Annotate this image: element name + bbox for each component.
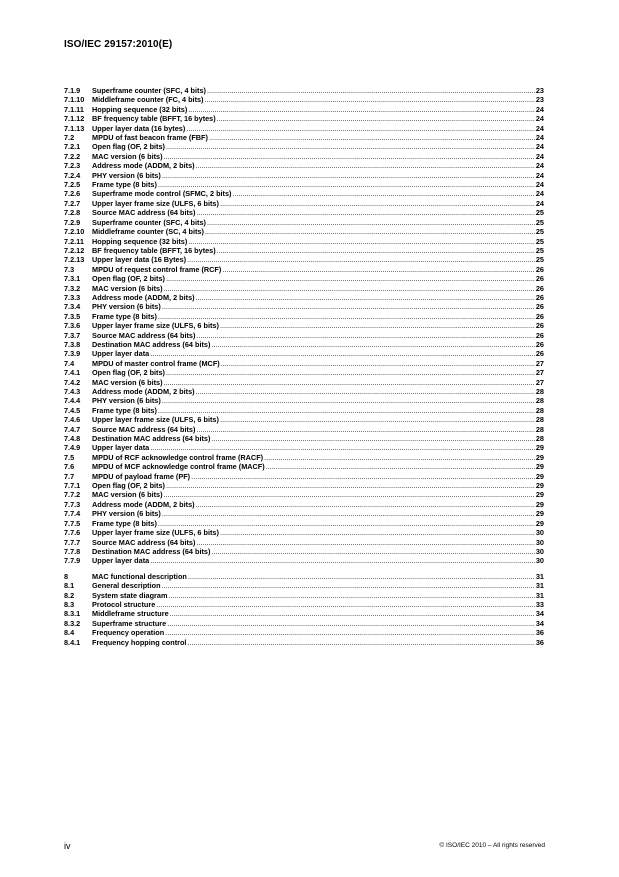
- toc-entry-title: Upper layer frame size (ULFS, 6 bits): [92, 198, 219, 208]
- toc-entry-page: 25: [535, 245, 544, 255]
- toc-dot-leader: [164, 284, 535, 293]
- toc-dot-leader: [220, 199, 535, 208]
- toc-dot-leader: [232, 189, 534, 198]
- toc-entry-page: 24: [535, 161, 544, 171]
- toc-entry-number: 7.2.9: [64, 217, 81, 227]
- toc-entry[interactable]: [64, 443, 544, 452]
- toc-dot-leader: [162, 171, 535, 180]
- toc-dot-leader: [167, 619, 535, 628]
- toc-entry-page: 29: [535, 471, 544, 481]
- toc-entry-number: 7.2.8: [64, 208, 81, 218]
- toc-entry-page: 25: [535, 208, 544, 218]
- toc-entry-number: 7.7.7: [64, 537, 81, 547]
- toc-entry-page: 23: [535, 95, 544, 105]
- toc-entry-title: MPDU of master control frame (MCF): [92, 358, 220, 368]
- toc-entry[interactable]: [64, 114, 544, 123]
- toc-entry-number: 7.3.9: [64, 349, 81, 359]
- toc-entry-number: 8: [64, 571, 69, 581]
- toc-entry-page: 30: [535, 528, 544, 538]
- toc-entry-number: 7.3.4: [64, 302, 81, 312]
- toc-entry-page: 29: [535, 499, 544, 509]
- toc-entry[interactable]: [64, 208, 544, 217]
- toc-entry-page: 24: [535, 123, 544, 133]
- toc-entry[interactable]: [64, 312, 544, 321]
- toc-entry-number: 7.2.10: [64, 227, 85, 237]
- toc-entry-page: 26: [535, 264, 544, 274]
- toc-entry-number: 7.3.8: [64, 339, 81, 349]
- toc-entry-page: 24: [535, 114, 544, 124]
- toc-entry-page: 29: [535, 518, 544, 528]
- toc-entry-title: Address mode (ADDM, 2 bits): [92, 499, 195, 509]
- toc-dot-leader: [217, 114, 535, 123]
- toc-entry[interactable]: [64, 472, 544, 481]
- toc-entry-number: 7.7.2: [64, 490, 81, 500]
- toc-entry[interactable]: [64, 556, 544, 565]
- toc-dot-leader: [187, 638, 534, 647]
- toc-entry[interactable]: [64, 331, 544, 340]
- toc-dot-leader: [158, 312, 535, 321]
- toc-entry[interactable]: [64, 171, 544, 180]
- toc-entry[interactable]: [64, 189, 544, 198]
- toc-entry-number: 7.1.13: [64, 123, 85, 133]
- toc-dot-leader: [196, 500, 535, 509]
- toc-entry[interactable]: [64, 581, 544, 590]
- toc-entry[interactable]: [64, 500, 544, 509]
- toc-entry-title: Address mode (ADDM, 2 bits): [92, 292, 195, 302]
- toc-entry-title: MAC version (6 bits): [92, 490, 163, 500]
- toc-dot-leader: [266, 462, 535, 471]
- toc-entry-page: 34: [535, 618, 544, 628]
- toc-entry-page: 26: [535, 330, 544, 340]
- toc-entry-page: 28: [535, 424, 544, 434]
- toc-dot-leader: [196, 387, 535, 396]
- toc-entry-number: 7.7.5: [64, 518, 81, 528]
- toc-entry-page: 29: [535, 490, 544, 500]
- toc-dot-leader: [158, 406, 535, 415]
- toc-entry-page: 28: [535, 405, 544, 415]
- toc-entry-title: Upper layer data: [92, 443, 150, 453]
- toc-entry-page: 24: [535, 198, 544, 208]
- toc-entry-page: 26: [535, 283, 544, 293]
- toc-dot-leader: [158, 519, 535, 528]
- toc-dot-leader: [150, 443, 535, 452]
- toc-entry-number: 7.2.3: [64, 161, 81, 171]
- toc-entry-title: Source MAC address (64 bits): [92, 424, 196, 434]
- toc-entry-title: Destination MAC address (64 bits): [92, 546, 211, 556]
- toc-dot-leader: [205, 227, 535, 236]
- toc-entry-page: 30: [535, 537, 544, 547]
- toc-entry-page: 24: [535, 142, 544, 152]
- toc-entry-number: 7.1.9: [64, 86, 81, 95]
- toc-entry-number: 7.2.12: [64, 245, 85, 255]
- toc-entry-title: PHY version (6 bits): [92, 170, 161, 180]
- toc-entry-page: 29: [535, 481, 544, 491]
- toc-entry[interactable]: [64, 95, 544, 104]
- toc-dot-leader: [196, 538, 534, 547]
- toc-entry-title: General description: [92, 581, 161, 591]
- toc-entry-page: 26: [535, 302, 544, 312]
- toc-entry-number: 7.2.2: [64, 151, 81, 161]
- toc-entry[interactable]: [64, 359, 544, 368]
- toc-entry-title: MAC version (6 bits): [92, 377, 163, 387]
- toc-entry[interactable]: [64, 591, 544, 600]
- toc-entry-title: MPDU of request control frame (RCF): [92, 264, 222, 274]
- toc-entry-page: 25: [535, 255, 544, 265]
- toc-entry-title: Frequency operation: [92, 628, 165, 638]
- toc-dot-leader: [150, 556, 535, 565]
- toc-dot-leader: [166, 142, 535, 151]
- toc-entry-title: PHY version (6 bits): [92, 396, 161, 406]
- toc-entry[interactable]: [64, 255, 544, 264]
- toc-entry-number: 7.6: [64, 462, 75, 472]
- toc-entry-number: 8.3.1: [64, 609, 81, 619]
- toc-entry[interactable]: [64, 628, 544, 637]
- toc-entry-number: 8.4.1: [64, 637, 81, 647]
- toc-entry[interactable]: [64, 368, 544, 377]
- toc-entry-number: 8.2: [64, 590, 75, 600]
- toc-entry-title: Source MAC address (64 bits): [92, 208, 196, 218]
- toc-entry[interactable]: [64, 340, 544, 349]
- toc-entry-number: 7.4.1: [64, 368, 81, 378]
- toc-entry-page: 29: [535, 509, 544, 519]
- toc-entry[interactable]: [64, 638, 544, 647]
- toc-entry[interactable]: [64, 538, 544, 547]
- toc-entry-title: Open flag (OF, 2 bits): [92, 481, 165, 491]
- toc-entry-page: 24: [535, 151, 544, 161]
- toc-dot-leader: [158, 180, 535, 189]
- toc-entry[interactable]: [64, 619, 544, 628]
- toc-entry-title: Address mode (ADDM, 2 bits): [92, 161, 195, 171]
- toc-entry-title: Address mode (ADDM, 2 bits): [92, 387, 195, 396]
- toc-entry-title: Frequency hopping control: [92, 637, 187, 647]
- toc-dot-leader: [188, 105, 535, 114]
- toc-entry-number: 7.7.9: [64, 556, 81, 566]
- toc-dot-leader: [150, 349, 535, 358]
- toc-entry-page: 27: [535, 358, 544, 368]
- toc-entry[interactable]: [64, 387, 544, 396]
- toc-entry-number: 7.3.6: [64, 321, 81, 331]
- toc-entry[interactable]: [64, 434, 544, 443]
- toc-dot-leader: [211, 340, 534, 349]
- toc-entry[interactable]: [64, 86, 544, 95]
- toc-entry[interactable]: [64, 180, 544, 189]
- toc-entry-title: MPDU of payload frame (PF): [92, 471, 191, 481]
- toc-entry-page: 31: [535, 571, 544, 581]
- toc-dot-leader: [196, 208, 534, 217]
- toc-entry-number: 7.3.2: [64, 283, 81, 293]
- toc-entry-number: 7.2.7: [64, 198, 81, 208]
- toc-entry-number: 7.4.6: [64, 415, 81, 425]
- toc-dot-leader: [264, 453, 535, 462]
- toc-entry-title: Frame type (8 bits): [92, 405, 157, 415]
- toc-entry-number: 7.4.8: [64, 434, 81, 444]
- toc-entry-number: 8.1: [64, 581, 75, 591]
- toc-dot-leader: [196, 293, 535, 302]
- toc-entry-number: 7.3.7: [64, 330, 81, 340]
- toc-entry-page: 26: [535, 321, 544, 331]
- toc-entry-page: 23: [535, 86, 544, 95]
- toc-dot-leader: [170, 609, 535, 618]
- toc-entry-number: 7.7.4: [64, 509, 81, 519]
- toc-entry-number: 7.2.1: [64, 142, 81, 152]
- toc-entry[interactable]: [64, 246, 544, 255]
- toc-entry-title: Open flag (OF, 2 bits): [92, 142, 165, 152]
- toc-entry[interactable]: [64, 547, 544, 556]
- toc-dot-leader: [217, 246, 535, 255]
- toc-entry[interactable]: [64, 349, 544, 358]
- toc-entry-number: 7.4.5: [64, 405, 81, 415]
- toc-entry-page: 36: [535, 628, 544, 638]
- toc-entry[interactable]: [64, 462, 544, 471]
- toc-entry-page: 34: [535, 609, 544, 619]
- toc-entry[interactable]: [64, 124, 544, 133]
- toc-entry-number: 7.4.4: [64, 396, 81, 406]
- toc-entry-number: 8.4: [64, 628, 75, 638]
- toc-dot-leader: [164, 490, 535, 499]
- toc-entry[interactable]: [64, 293, 544, 302]
- toc-entry-number: 7.2.5: [64, 180, 81, 190]
- toc-entry-page: 29: [535, 443, 544, 453]
- toc-entry[interactable]: [64, 509, 544, 518]
- toc-entry-page: 29: [535, 452, 544, 462]
- toc-entry-title: PHY version (6 bits): [92, 509, 161, 519]
- toc-entry-title: Upper layer frame size (ULFS, 6 bits): [92, 528, 219, 538]
- toc-entry-page: 26: [535, 311, 544, 321]
- toc-entry-page: 30: [535, 556, 544, 566]
- toc-dot-leader: [162, 302, 535, 311]
- toc-entry-page: 26: [535, 339, 544, 349]
- toc-entry-page: 30: [535, 546, 544, 556]
- toc-dot-leader: [162, 581, 535, 590]
- toc-entry-number: 7.4.9: [64, 443, 81, 453]
- toc-entry-title: Superframe counter (SFC, 4 bits): [92, 86, 206, 95]
- toc-entry-title: Protocol structure: [92, 599, 156, 609]
- copyright-notice: © ISO/IEC 2010 – All rights reserved: [439, 842, 545, 849]
- toc-entry-page: 24: [535, 180, 544, 190]
- toc-entry-title: Superframe mode control (SFMC, 2 bits): [92, 189, 232, 199]
- toc-entry-title: Hopping sequence (32 bits): [92, 104, 188, 114]
- toc-entry-title: Frame type (8 bits): [92, 311, 157, 321]
- toc-entry[interactable]: [64, 321, 544, 330]
- toc-entry-number: 7.1.11: [64, 104, 84, 114]
- toc-entry-title: MAC version (6 bits): [92, 283, 163, 293]
- toc-entry[interactable]: [64, 378, 544, 387]
- toc-entry-number: 7.3.5: [64, 311, 81, 321]
- toc-dot-leader: [164, 378, 535, 387]
- toc-dot-leader: [191, 472, 535, 481]
- toc-entry[interactable]: [64, 396, 544, 405]
- toc-entry[interactable]: [64, 519, 544, 528]
- toc-dot-leader: [168, 591, 534, 600]
- toc-entry-number: 7.4: [64, 358, 75, 368]
- toc-entry-page: 26: [535, 274, 544, 284]
- toc-entry-page: 26: [535, 292, 544, 302]
- toc-entry[interactable]: [64, 161, 544, 170]
- toc-dot-leader: [205, 95, 535, 104]
- toc-entry-title: Upper layer data (16 Bytes): [92, 255, 187, 265]
- toc-dot-leader: [220, 415, 535, 424]
- toc-dot-leader: [196, 161, 535, 170]
- toc-entry-title: Upper layer data: [92, 556, 150, 566]
- toc-entry-number: 7.7: [64, 471, 75, 481]
- toc-entry-page: 25: [535, 217, 544, 227]
- toc-dot-leader: [156, 600, 535, 609]
- toc-entry-title: MPDU of RCF acknowledge control frame (RACF): [92, 452, 264, 462]
- toc-entry-page: 24: [535, 104, 544, 114]
- toc-dot-leader: [220, 528, 535, 537]
- toc-entry-number: 8.3: [64, 599, 75, 609]
- toc-dot-leader: [196, 331, 534, 340]
- toc-entry-title: Destination MAC address (64 bits): [92, 434, 211, 444]
- toc-entry[interactable]: [64, 274, 544, 283]
- toc-entry-number: 7.7.8: [64, 546, 81, 556]
- toc-entry[interactable]: [64, 572, 544, 581]
- toc-entry[interactable]: [64, 425, 544, 434]
- toc-entry-page: 25: [535, 227, 544, 237]
- toc-entry[interactable]: [64, 105, 544, 114]
- toc-dot-leader: [221, 359, 535, 368]
- toc-entry[interactable]: [64, 284, 544, 293]
- toc-dot-leader: [166, 481, 535, 490]
- toc-entry-number: 7.7.1: [64, 481, 81, 491]
- toc-entry-page: 33: [535, 599, 544, 609]
- toc-dot-leader: [164, 152, 535, 161]
- toc-entry[interactable]: [64, 218, 544, 227]
- toc-entry-title: MPDU of fast beacon frame (FBF): [92, 133, 208, 143]
- toc-entry-title: Frame type (8 bits): [92, 518, 157, 528]
- toc-entry[interactable]: [64, 490, 544, 499]
- toc-entry-number: 7.2.6: [64, 189, 81, 199]
- toc-entry-title: Upper layer frame size (ULFS, 6 bits): [92, 415, 219, 425]
- toc-entry-title: Upper layer data: [92, 349, 150, 359]
- toc-entry-page: 25: [535, 236, 544, 246]
- toc-entry-number: 7.2.13: [64, 255, 85, 265]
- toc-entry-page: 24: [535, 189, 544, 199]
- toc-dot-leader: [220, 321, 535, 330]
- document-header: ISO/IEC 29157:2010(E): [64, 39, 173, 50]
- toc-entry-page: 29: [535, 462, 544, 472]
- toc-entry[interactable]: [64, 481, 544, 490]
- toc-entry-title: System state diagram: [92, 590, 168, 600]
- toc-entry-number: 7.7.3: [64, 499, 81, 509]
- toc-entry[interactable]: [64, 453, 544, 462]
- toc-entry-number: 7.4.3: [64, 387, 81, 396]
- toc-entry-page: 28: [535, 434, 544, 444]
- toc-entry-page: 31: [535, 581, 544, 591]
- toc-entry-number: 7.2.11: [64, 236, 84, 246]
- toc-entry[interactable]: [64, 600, 544, 609]
- toc-entry-page: 36: [535, 637, 544, 647]
- toc-entry[interactable]: [64, 265, 544, 274]
- toc-entry-title: Middleframe counter (SC, 4 bits): [92, 227, 204, 237]
- toc-entry[interactable]: [64, 133, 544, 142]
- toc-entry-title: Superframe structure: [92, 618, 167, 628]
- toc-entry-title: BF frequency table (BFFT, 16 bytes): [92, 245, 216, 255]
- toc-entry-page: 28: [535, 396, 544, 406]
- toc-dot-leader: [162, 509, 535, 518]
- toc-entry[interactable]: [64, 199, 544, 208]
- toc-entry-title: BF frequency table (BFFT, 16 bytes): [92, 114, 216, 124]
- toc-dot-leader: [211, 547, 534, 556]
- toc-entry-title: Middleframe counter (FC, 4 bits): [92, 95, 204, 105]
- toc-entry-number: 7.3.3: [64, 292, 81, 302]
- toc-dot-leader: [166, 274, 535, 283]
- toc-entry[interactable]: [64, 609, 544, 618]
- toc-entry-title: Source MAC address (64 bits): [92, 537, 196, 547]
- toc-entry-page: 27: [535, 377, 544, 387]
- toc-entry[interactable]: [64, 142, 544, 151]
- toc-entry[interactable]: [64, 528, 544, 537]
- toc-dot-leader: [166, 368, 535, 377]
- toc-entry-number: 7.3: [64, 264, 75, 274]
- toc-entry-title: Upper layer frame size (ULFS, 6 bits): [92, 321, 219, 331]
- toc-entry-title: MPDU of MCF acknowledge control frame (MACF): [92, 462, 265, 472]
- toc-entry[interactable]: [64, 237, 544, 246]
- toc-entry-title: Open flag (OF, 2 bits): [92, 368, 165, 378]
- toc-dot-leader: [188, 572, 535, 581]
- toc-dot-leader: [209, 133, 535, 142]
- toc-entry-page: 28: [535, 387, 544, 396]
- toc-dot-leader: [186, 124, 535, 133]
- toc-entry-number: 7.1.12: [64, 114, 85, 124]
- toc-entry-page: 27: [535, 368, 544, 378]
- toc-entry-title: MAC functional description: [92, 571, 187, 581]
- toc-dot-leader: [211, 434, 534, 443]
- table-of-contents: [64, 86, 544, 647]
- toc-entry[interactable]: [64, 302, 544, 311]
- toc-entry[interactable]: [64, 227, 544, 236]
- toc-entry-page: 31: [535, 590, 544, 600]
- toc-entry-number: 7.5: [64, 452, 75, 462]
- toc-entry-page: 24: [535, 170, 544, 180]
- toc-dot-leader: [188, 237, 535, 246]
- toc-entry-page: 24: [535, 133, 544, 143]
- toc-entry-title: Frame type (8 bits): [92, 180, 157, 190]
- toc-entry-number: 8.3.2: [64, 618, 81, 628]
- toc-entry-title: Open flag (OF, 2 bits): [92, 274, 165, 284]
- toc-entry-page: 28: [535, 415, 544, 425]
- page-number: iv: [64, 841, 71, 851]
- toc-entry-number: 7.1.10: [64, 95, 85, 105]
- toc-dot-leader: [207, 86, 535, 95]
- toc-entry-number: 7.4.7: [64, 424, 81, 434]
- toc-entry[interactable]: [64, 406, 544, 415]
- toc-entry-title: PHY version (6 bits): [92, 302, 161, 312]
- toc-entry-title: Upper layer data (16 bytes): [92, 123, 186, 133]
- toc-entry-title: Superframe counter (SFC, 4 bits): [92, 217, 206, 227]
- toc-entry-title: Source MAC address (64 bits): [92, 330, 196, 340]
- toc-entry-page: 26: [535, 349, 544, 359]
- toc-entry-number: 7.4.2: [64, 377, 81, 387]
- toc-entry-number: 7.2.4: [64, 170, 81, 180]
- toc-entry-number: 7.2: [64, 133, 75, 143]
- toc-entry-number: 7.7.6: [64, 528, 81, 538]
- toc-dot-leader: [196, 425, 534, 434]
- toc-dot-leader: [222, 265, 535, 274]
- toc-entry[interactable]: [64, 152, 544, 161]
- toc-dot-leader: [187, 255, 535, 264]
- toc-dot-leader: [162, 396, 535, 405]
- toc-entry-title: Hopping sequence (32 bits): [92, 236, 188, 246]
- toc-dot-leader: [165, 628, 535, 637]
- toc-entry-number: 7.3.1: [64, 274, 81, 284]
- toc-entry-title: MAC version (6 bits): [92, 151, 163, 161]
- toc-entry-title: Destination MAC address (64 bits): [92, 339, 211, 349]
- toc-dot-leader: [207, 218, 535, 227]
- toc-entry[interactable]: [64, 415, 544, 424]
- toc-entry-title: Middleframe structure: [92, 609, 169, 619]
